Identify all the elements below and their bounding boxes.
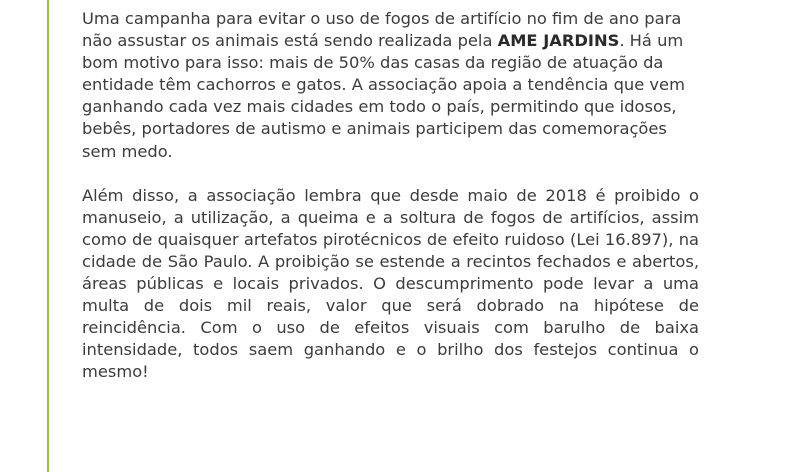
- paragraph-campaign-intro: Uma campanha para evitar o uso de fogos de artifício no fim de ano para não assustar os animais está sendo realizada pela: [82, 9, 682, 51]
- paragraph-campaign: [82, 8, 699, 163]
- article-body: [82, 8, 699, 384]
- accent-bar: [47, 0, 49, 472]
- paragraph-campaign-rest: . Há um bom motivo para isso: mais de 50% das casas da região de atuação da entidade têm cachorros e gatos. A associação apoia a tendência que vem ganhando cada vez mais cidades em todo o país, permitindo que idosos, bebês, portadores de autismo e animais participem das comemorações sem medo.: [82, 31, 685, 161]
- organization-name: AME JARDINS: [497, 31, 620, 51]
- paragraph-law: Além disso, a associação lembra que desde maio de 2018 é proibido o manuseio, a utilização, a queima e a soltura de fogos de artifícios, assim como de quaisquer artefatos pirotécnicos de efeito ruidoso (Lei 16.897), na cidade de São Paulo. A proibição se estende a recintos fechados e abertos, áreas públicas e locais privados. O descumprimento pode levar a uma multa de dois mil reais, valor que será dobrado na hipótese de reincidência. Com o uso de efeitos visuais com barulho de baixa intensidade, todos saem ganhando e o brilho dos festejos continua o mesmo!: [82, 185, 699, 382]
